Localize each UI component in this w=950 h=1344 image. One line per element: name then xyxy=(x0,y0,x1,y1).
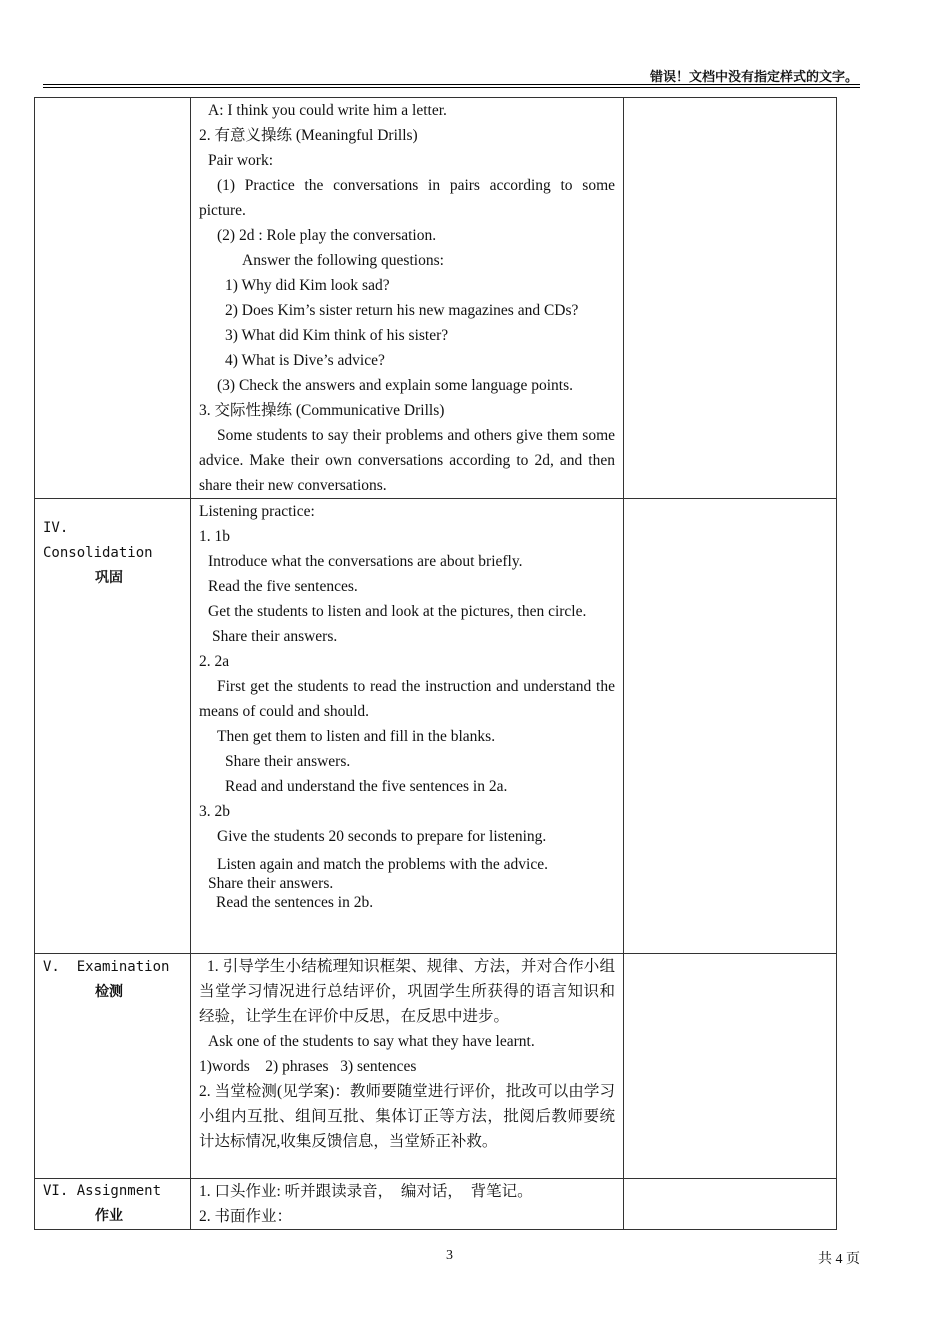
content-line: 1) Why did Kim look sad? xyxy=(225,277,390,294)
section-title-cn: 检测 xyxy=(95,984,123,1000)
content-line: A: I think you could write him a letter. xyxy=(208,102,447,119)
content-line: 1. 引导学生小结梳理知识框架、规律、方法，并对合作小组当堂学习情况进行总结评价，巩固学生所获得的语言知识和经验，让学生在评价中反思，在反思中进步。 xyxy=(199,958,615,1025)
header-rule xyxy=(43,84,860,85)
header-error-text: 错误！文档中没有指定样式的文字。 xyxy=(649,70,858,85)
header-rule-double xyxy=(43,87,860,88)
section-number: IV. xyxy=(43,520,69,536)
notes-cell xyxy=(624,954,837,1179)
content-line: Share their answers. xyxy=(225,753,351,770)
section-title-cn: 作业 xyxy=(95,1208,123,1224)
section-label-cell xyxy=(35,98,191,499)
section-title: Consolidation xyxy=(43,545,153,561)
content-line: Share their answers. xyxy=(212,628,338,645)
total-pages: 共 4 页 xyxy=(818,1252,860,1267)
content-line: 3) What did Kim think of his sister? xyxy=(225,327,449,344)
content-line: Pair work: xyxy=(208,152,274,169)
content-line: Introduce what the conversations are about briefly. xyxy=(208,553,523,570)
content-line: (3) Check the answers and explain some language points. xyxy=(217,377,573,394)
content-line: 2. 有意义操练 (Meaningful Drills) xyxy=(199,127,418,144)
notes-cell xyxy=(624,499,837,954)
table-row xyxy=(35,954,837,1179)
content-line: 1. 口头作业: 听并跟读录音， 编对话， 背笔记。 xyxy=(199,1183,533,1200)
content-line: 2. 当堂检测(见学案)：教师要随堂进行评价，批改可以由学习小组内互批、组间互批、集体订正等方法，批阅后教师要统计达标情况,收集反馈信息，当堂矫正补救。 xyxy=(199,1083,615,1150)
content-line: Get the students to listen and look at the pictures, then circle. xyxy=(208,603,587,620)
content-line: Then get them to listen and fill in the blanks. xyxy=(217,728,496,745)
content-line: (1) Practice the conversations in pairs according to some picture. xyxy=(199,177,615,219)
section-content-cell xyxy=(191,954,624,1179)
section-label-cell xyxy=(35,1179,191,1230)
content-line: First get the students to read the instruction and understand the means of could and should. xyxy=(199,678,615,720)
section-title: VI. Assignment xyxy=(43,1183,162,1199)
content-line: Share their answers. xyxy=(208,875,334,892)
table-row xyxy=(35,499,837,954)
content-line: Read and understand the five sentences in 2a. xyxy=(225,778,508,795)
content-line: Some students to say their problems and others give them some advice. Make their own conversations according to 2d, and then share their new conversations. xyxy=(199,427,615,494)
section-content-cell xyxy=(191,98,624,499)
section-label-cell xyxy=(35,954,191,1179)
content-line: 1. 1b xyxy=(199,528,230,545)
table-row xyxy=(35,98,837,499)
content-line: (2) 2d : Role play the conversation. xyxy=(217,227,437,244)
section-title: V. Examination xyxy=(43,959,170,975)
content-line: 3. 交际性操练 (Communicative Drills) xyxy=(199,402,445,419)
notes-cell xyxy=(624,98,837,499)
content-line: Listen again and match the problems with the advice. xyxy=(217,856,548,873)
content-line: Answer the following questions: xyxy=(242,252,444,269)
content-line: Read the sentences in 2b. xyxy=(216,894,374,911)
page-number: 3 xyxy=(446,1248,453,1263)
content-line: 2. 书面作业： xyxy=(199,1208,293,1225)
table-row xyxy=(35,1179,837,1230)
lesson-plan-table xyxy=(34,97,837,1230)
content-line: Ask one of the students to say what they have learnt. xyxy=(208,1033,535,1050)
content-line: 4) What is Dive’s advice? xyxy=(225,352,385,369)
content-line: 1)words 2) phrases 3) sentences xyxy=(199,1058,417,1075)
section-content-cell xyxy=(191,1179,624,1230)
section-content-cell xyxy=(191,499,624,954)
content-line: 3. 2b xyxy=(199,803,230,820)
content-line: Give the students 20 seconds to prepare for listening. xyxy=(217,828,547,845)
notes-cell xyxy=(624,1179,837,1230)
section-label-cell xyxy=(35,499,191,954)
section-title-cn: 巩固 xyxy=(95,570,123,586)
content-line: Listening practice: xyxy=(199,503,315,520)
content-line: 2. 2a xyxy=(199,653,230,670)
content-line: Read the five sentences. xyxy=(208,578,358,595)
content-line: 2) Does Kim’s sister return his new magazines and CDs? xyxy=(225,302,579,319)
